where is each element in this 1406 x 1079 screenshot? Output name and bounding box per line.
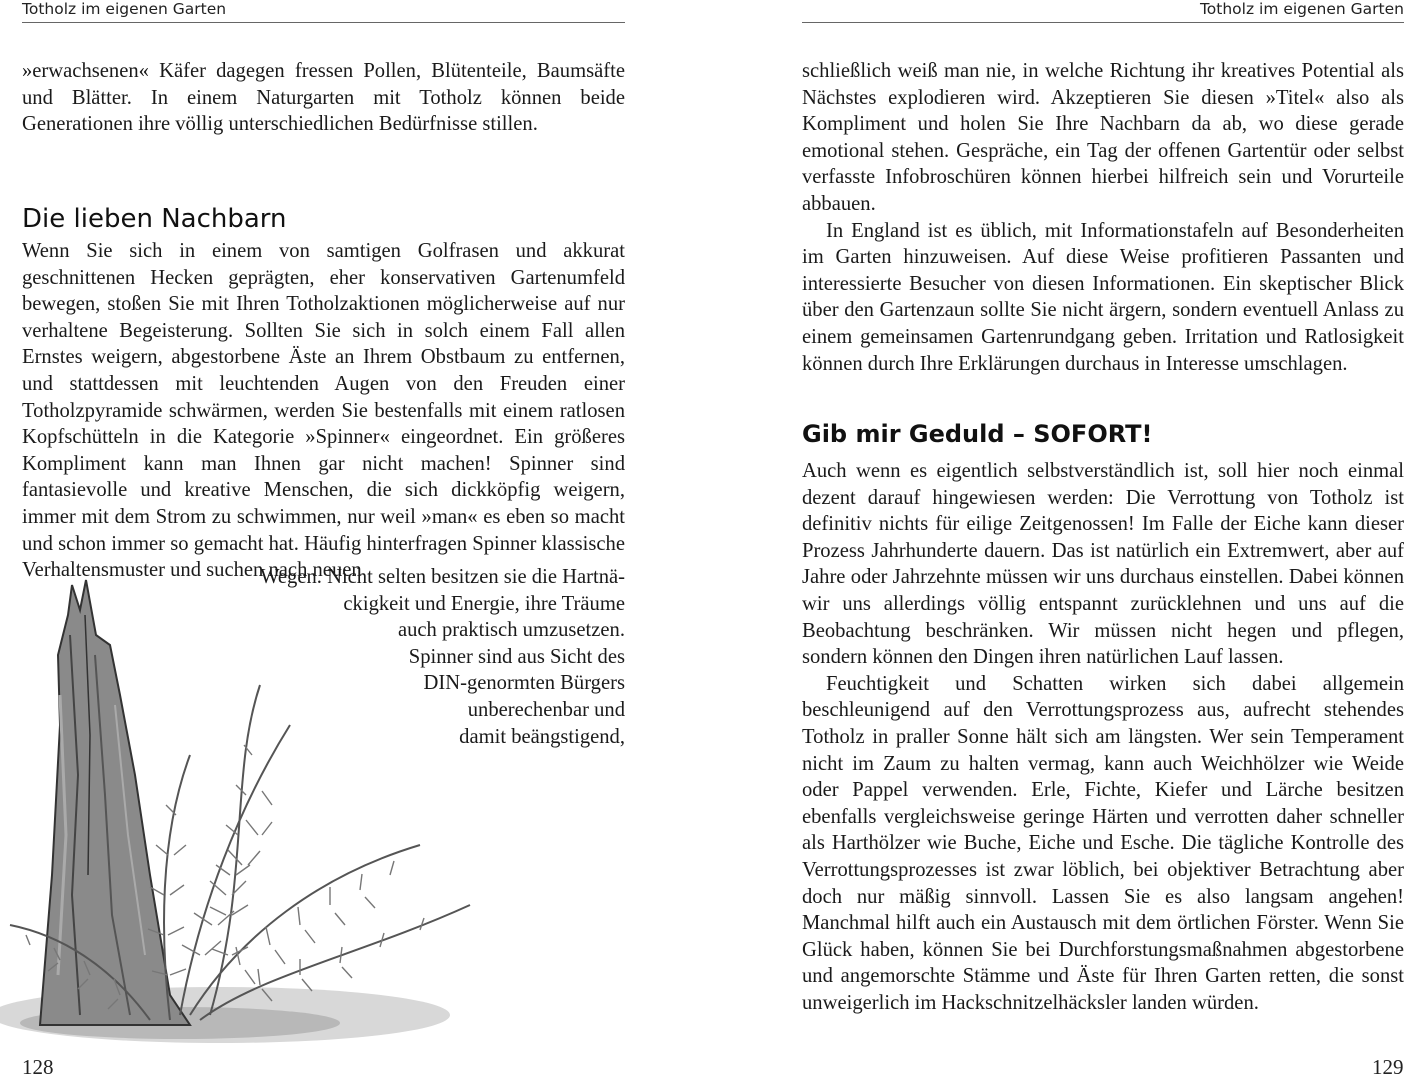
page-number-left: 128 [22,1055,54,1079]
right-section-paragraph: Auch wenn es eigentlich selbstverständlich ist, soll hier noch einmal dezent darauf hingewiesen werden: Die Verrottung von Totholz ist definitiv nichts für eilige Zeitgenossen! Im Falle der Eiche kann dieser Prozess Jahrhunderte dauern. Das ist natürlich ein Extremwert, aber auf Jahre oder Jahrzehnte müssen wir uns durchaus einstellen. Dabei können wir uns allerdings völlig entspannt zurücklehnen und uns auf die Beobachtung beschränken. Wir müssen nicht hegen und pflegen, sondern können den Dingen ihren natürlichen Lauf lassen. [802,460,1404,669]
wrapped-line: Spinner sind aus Sicht des [408,645,625,668]
right-section-paragraph: Feuchtigkeit und Schatten wirken sich dabei allgemein beschleunigend auf den Verrottungsprozess aus, aufrecht stehendes Totholz in praller Sonne hält sich am längsten. Wer sein Temperament nicht im Zaum zu halten vermag, kann auch Weichhölzer wie Weide oder Pappel verwenden. Erle, Fichte, Kiefer und Lärche besitzen ebenfalls vergleichsweise geringe Härten und verrotten daher schneller als Harthölzer wie Buche, Eiche und Esche. Die tägliche Kontrolle des Verrottungsprozesses ist zwar löblich, bei objektiver Betrachtung aber doch nur mäßig sinnvoll. Lassen Sie es also langsam angehen! Manchmal hilft auch ein Austausch mit dem örtlichen Förster. Wenn Sie Glück haben, können Sie bei Durchforstungsmaßnahmen abgestorbene und angemorschte Stämme und Äste für Ihren Garten retten, die sonst unweigerlich im Hackschnitzelhäcksler landen würden. [802,672,1404,1014]
right-paragraph: schließlich weiß man nie, in welche Richtung ihr kreatives Potential als Nächstes explodieren wird. Akzeptieren Sie diesen »Titel« also als Kompliment und holen Sie Ihre Nachbarn da ab, wo diese gerade emotional stehen. Gespräche, ein Tag der offenen Gartentür oder selbst verfasste Infobroschüren können hierbei hilfreich sein und Vorurteile abbauen. [802,60,1404,215]
right-top-text [802,58,1404,377]
left-intro-paragraph: »erwachsenen« Käfer dagegen fressen Pollen, Blütenteile, Baumsäfte und Blätter. In einem Naturgarten mit Totholz können beide Generationen ihre völlig unterschiedlichen Bedürfnisse stillen. [22,60,625,136]
left-section-paragraph: Wenn Sie sich in einem von samtigen Golfrasen und akkurat geschnittenen Hecken geprägten, eher konservativen Gartenumfeld bewegen, stoßen Sie mit Ihren Totholzaktionen möglicherweise auf nur verhaltene Begeisterung. Sollten Sie sich in solch einem Fall allen Ernstes weigern, abgestorbene Äste an Ihrem Obstbaum zu entfernen, und stattdessen mit leuchtenden Augen von den Freuden einer Totholzpyramide schwärmen, werden Sie bestenfalls mit einem ratlosen Kopfschütteln in die Kategorie »Spinner« eingeordnet. Ein größeres Kompliment kann man Ihnen gar nicht machen! Spinner sind fantasievolle und kreative Menschen, die sich dickköpfig weigern, immer mit dem Strom zu schwimmen, nur weil »man« es eben so macht und schon immer so gemacht hat. Häufig hinterfragen Spinner klassische Verhaltensmuster und suchen nach neuen [22,240,625,582]
running-head-left: Totholz im eigenen Garten [22,0,625,23]
section-heading-geduld: Gib mir Geduld – SOFORT! [802,420,1153,448]
right-section-text [802,458,1404,1016]
wrapped-line: ckigkeit und Energie, ihre Träume [343,592,625,615]
wrapped-line: Wegen. Nicht selten besitzen sie die Hartnä- [260,566,625,588]
left-intro-text [22,58,625,138]
wrapped-line: damit beängstigend, [459,725,625,748]
tree-stump-fern-illustration [0,575,500,1045]
wrapped-line: auch praktisch umzusetzen. [397,619,625,642]
page-number-right: 129 [1372,1055,1404,1079]
left-section-text [22,238,625,584]
wrapped-line: DIN-genormten Bürgers [423,672,625,695]
section-heading-nachbarn: Die lieben Nachbarn [22,204,287,234]
running-head-right: Totholz im eigenen Garten [802,0,1404,23]
right-paragraph: In England ist es üblich, mit Informationstafeln auf Besonderheiten im Garten hinzuweisen. Auf diese Weise profitieren Passanten und interessierte Besucher von diesen Informationen. Ein skeptischer Blick über den Gartenzaun sollte Sie nicht ärgern, sondern eventuell Anlass zu einem gemeinsamen Gartenrundgang geben. Irritation und Ratlosigkeit können durch Ihre Erklärungen durchaus in Interesse umschlagen. [802,219,1404,375]
wrapped-line: unberechenbar und [467,698,625,721]
tree-stump [40,580,190,1025]
